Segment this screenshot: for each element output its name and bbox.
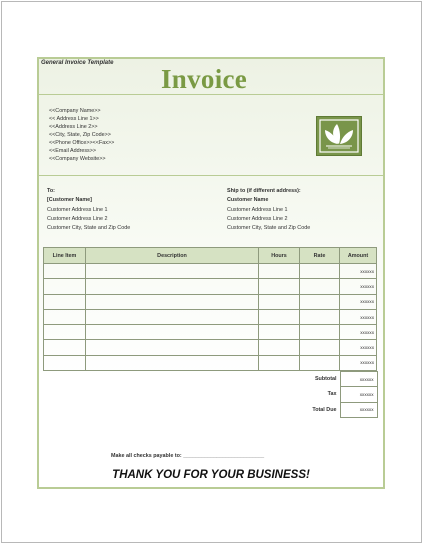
amount-cell[interactable]: xxxxxx — [340, 264, 377, 279]
section-divider — [39, 175, 383, 176]
amount-cell[interactable]: xxxxxx — [340, 294, 377, 309]
company-city-state-zip: <<City, State, Zip Code>> — [49, 132, 111, 138]
description-cell[interactable] — [86, 355, 259, 370]
tax-value[interactable]: xxxxxx — [340, 387, 377, 402]
rate-cell[interactable] — [300, 309, 340, 324]
ship-to-address-line-1: Customer Address Line 1 — [227, 206, 288, 213]
header-hours: Hours — [259, 248, 300, 264]
line-item-cell[interactable] — [44, 264, 86, 279]
bill-to-heading: To: — [47, 188, 55, 194]
table-header-row — [44, 248, 377, 264]
total-due-value[interactable]: xxxxxx — [340, 402, 377, 417]
hours-cell[interactable] — [259, 264, 300, 279]
hours-cell[interactable] — [259, 355, 300, 370]
line-item-cell[interactable] — [44, 294, 86, 309]
total-due-row — [297, 402, 377, 417]
amount-cell[interactable]: xxxxxx — [340, 325, 377, 340]
table-row — [44, 279, 377, 294]
line-item-cell[interactable] — [44, 279, 86, 294]
hours-cell[interactable] — [259, 294, 300, 309]
line-item-cell[interactable] — [44, 325, 86, 340]
tax-label: Tax — [327, 391, 337, 398]
subtotal-label: Subtotal — [314, 376, 337, 383]
amount-cell[interactable]: xxxxxx — [340, 340, 377, 355]
checks-payable-line: Make all checks payable to: ___________________________ — [111, 453, 265, 459]
rate-cell[interactable] — [300, 294, 340, 309]
leaf-logo-icon — [316, 116, 362, 156]
header-description: Description — [86, 248, 259, 264]
thank-you-message: THANK YOU FOR YOUR BUSINESS! — [112, 469, 310, 481]
hours-cell[interactable] — [259, 340, 300, 355]
header-amount: Amount — [340, 248, 377, 264]
description-cell[interactable] — [86, 264, 259, 279]
rate-cell[interactable] — [300, 279, 340, 294]
hours-cell[interactable] — [259, 279, 300, 294]
description-cell[interactable] — [86, 309, 259, 324]
ship-to-name: Customer Name — [227, 197, 269, 204]
line-item-cell[interactable] — [44, 340, 86, 355]
rate-cell[interactable] — [300, 264, 340, 279]
company-website: <<Company Website>> — [49, 156, 106, 162]
amount-cell[interactable]: xxxxxx — [340, 279, 377, 294]
totals-table — [297, 371, 378, 418]
invoice-title: Invoice — [161, 64, 248, 94]
rate-cell[interactable] — [300, 325, 340, 340]
hours-cell[interactable] — [259, 309, 300, 324]
ship-to-block — [227, 187, 310, 233]
ship-to-heading: Ship to (if different address): — [227, 188, 301, 194]
header-line-item: Line Item — [44, 248, 86, 264]
line-item-cell[interactable] — [44, 355, 86, 370]
line-items-table — [43, 247, 377, 371]
company-phone-fax: <<Phone Office>><<Fax>> — [49, 140, 115, 146]
bill-to-name: [Customer Name] — [47, 197, 92, 204]
header-divider — [39, 94, 383, 95]
bill-to-block — [47, 187, 130, 233]
company-email: <<Email Address>> — [49, 148, 97, 154]
line-item-cell[interactable] — [44, 309, 86, 324]
description-cell[interactable] — [86, 340, 259, 355]
hours-cell[interactable] — [259, 325, 300, 340]
company-address-line-1: << Address Line 1>> — [49, 116, 99, 122]
invoice-sheet — [37, 57, 385, 489]
bill-to-address-line-2: Customer Address Line 2 — [47, 215, 108, 222]
tax-row — [297, 387, 377, 402]
table-row — [44, 309, 377, 324]
rate-cell[interactable] — [300, 340, 340, 355]
ship-to-address-line-2: Customer Address Line 2 — [227, 215, 288, 222]
bill-to-address-line-1: Customer Address Line 1 — [47, 206, 108, 213]
subtotal-row — [297, 372, 377, 387]
amount-cell[interactable]: xxxxxx — [340, 309, 377, 324]
header-rate: Rate — [300, 248, 340, 264]
table-row — [44, 355, 377, 370]
bill-to-city-state-zip: Customer City, State and Zip Code — [47, 225, 131, 232]
table-row — [44, 294, 377, 309]
description-cell[interactable] — [86, 325, 259, 340]
description-cell[interactable] — [86, 279, 259, 294]
table-row — [44, 325, 377, 340]
ship-to-city-state-zip: Customer City, State and Zip Code — [227, 225, 311, 232]
total-due-label: Total Due — [312, 406, 337, 413]
table-row — [44, 340, 377, 355]
description-cell[interactable] — [86, 294, 259, 309]
subtotal-value[interactable]: xxxxxx — [340, 372, 377, 387]
company-address-line-2: <<Address Line 2>> — [49, 124, 98, 130]
rate-cell[interactable] — [300, 355, 340, 370]
table-row — [44, 264, 377, 279]
template-title: General Invoice Template — [41, 60, 114, 66]
company-info — [49, 107, 114, 163]
company-name: <<Company Name>> — [49, 108, 101, 114]
amount-cell[interactable]: xxxxxx — [340, 355, 377, 370]
